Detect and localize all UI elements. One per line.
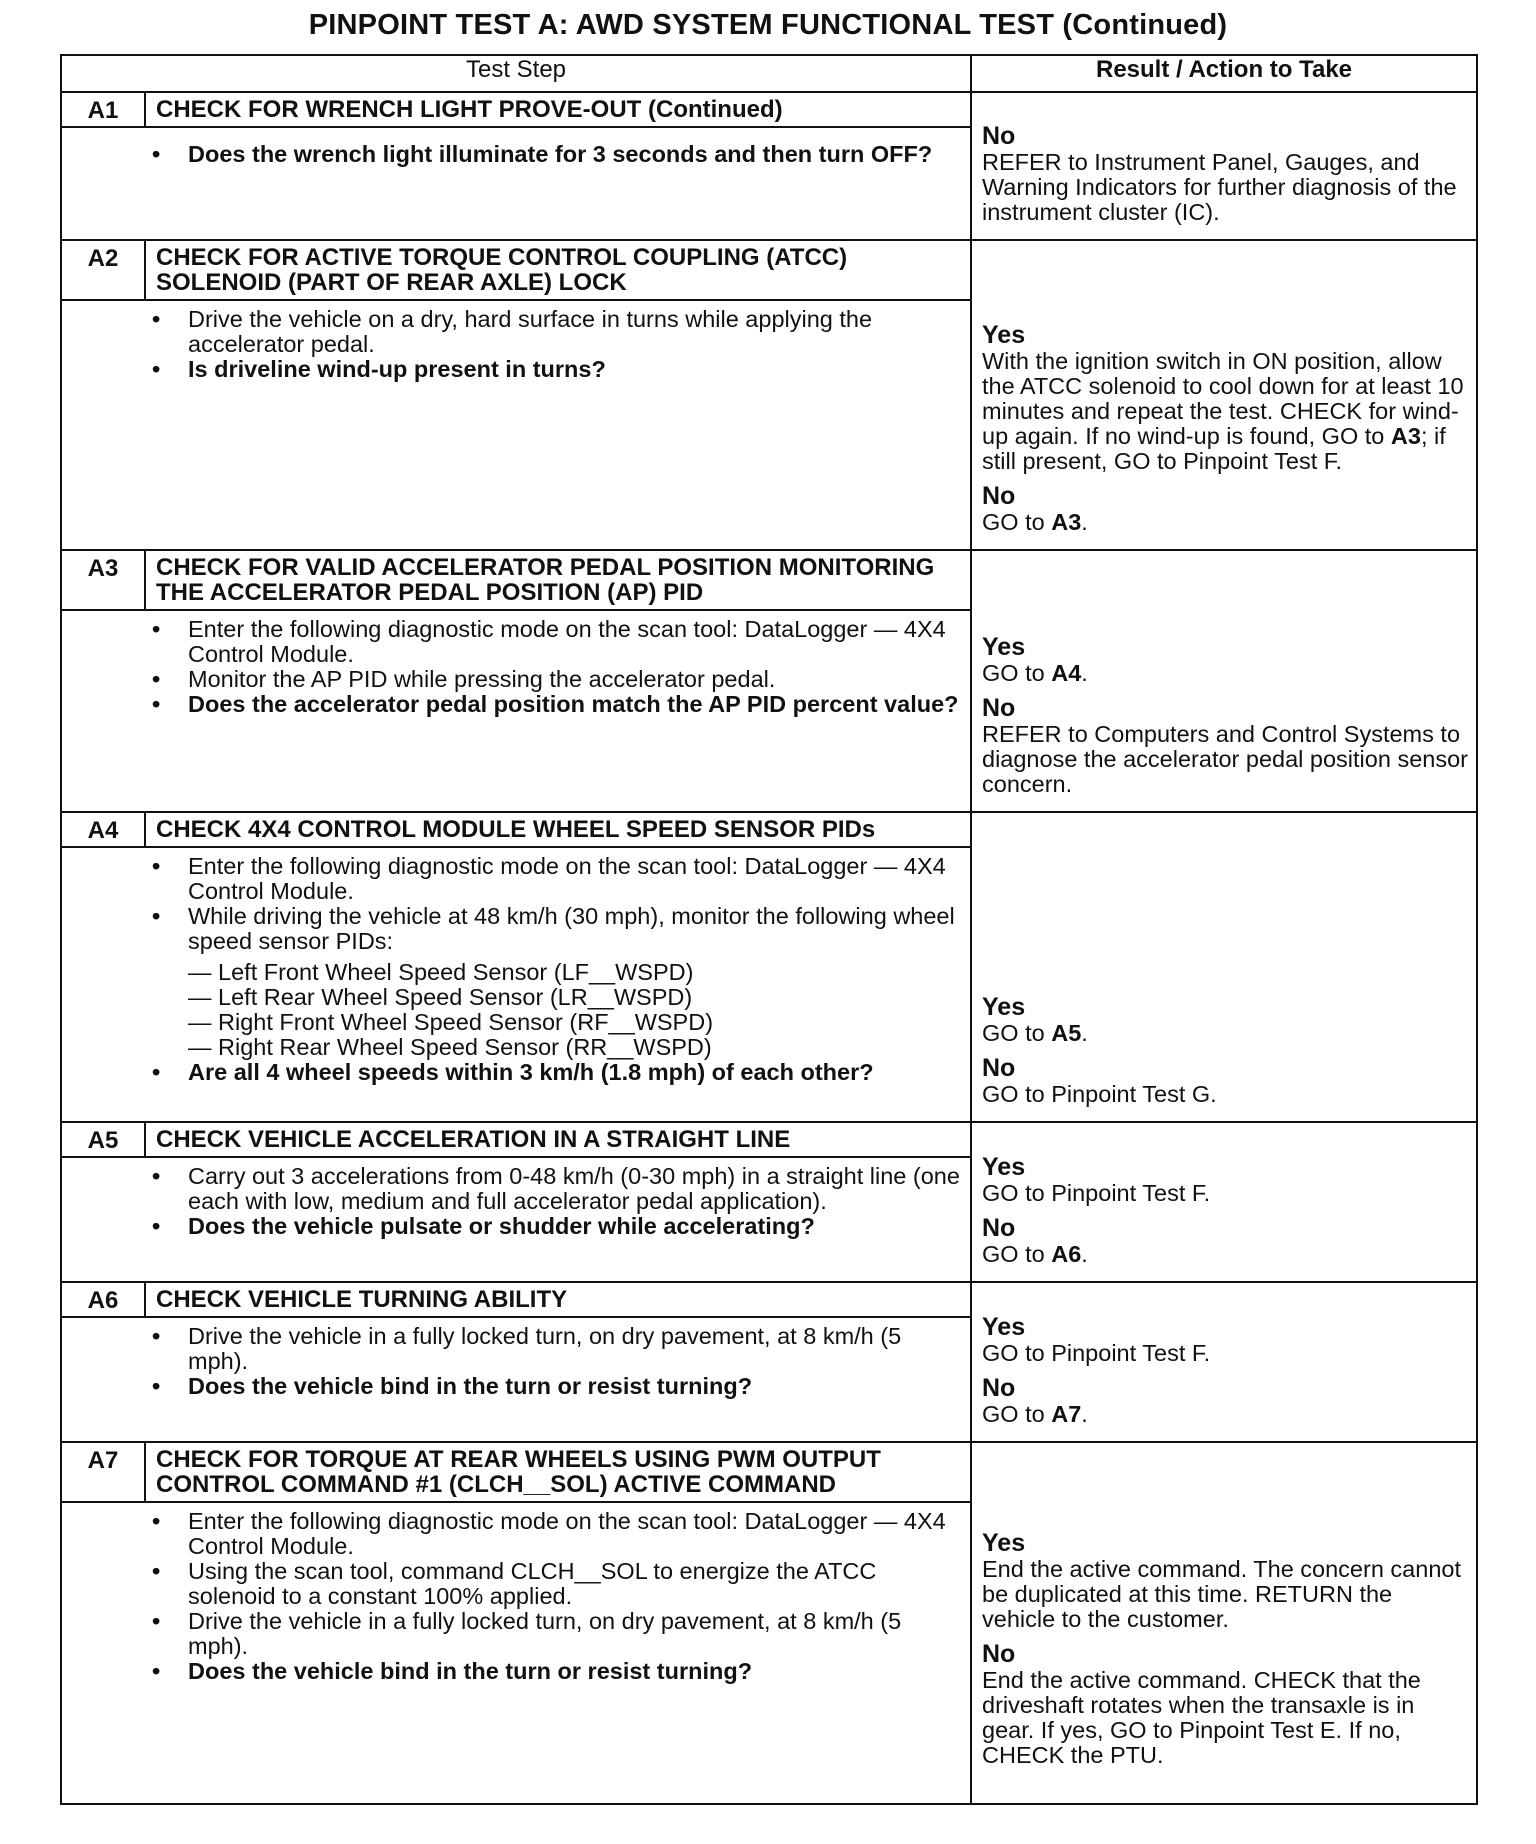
step-cell — [61, 240, 971, 550]
step-bullet: • Drive the vehicle in a fully locked turn, on dry pavement, at 8 km/h (5 mph). — [152, 1609, 960, 1659]
step-bullet: • While driving the vehicle at 48 km/h (30 mph), monitor the following wheel speed sensor PIDs: — Left Front Wheel Speed Sensor (LF__WSPD) — Left Rear Wheel Speed Sensor (LR__WSPD) — Right Front Wheel Speed Sensor (RF__WSPD) — Right Rear Wheel Speed Sensor (RR__WSPD) — [152, 904, 960, 1060]
step-bullet: • Using the scan tool, command CLCH__SOL to energize the ATCC solenoid to a constant 100% applied. — [152, 1559, 960, 1609]
result-text: End the active command. The concern cannot be duplicated at this time. RETURN the vehicle to the customer. — [982, 1556, 1461, 1632]
result-cell — [971, 240, 1477, 550]
step-title: CHECK FOR ACTIVE TORQUE CONTROL COUPLING (ATCC) SOLENOID (PART OF REAR AXLE) LOCK — [156, 244, 848, 296]
step-ref: A3 — [1390, 423, 1421, 449]
header-test-step: Test Step — [61, 55, 971, 92]
result-cell — [971, 92, 1477, 240]
table-row — [61, 92, 1477, 240]
result-text: With the ignition switch in ON position, allow the ATCC solenoid to cool down for at least 10 minutes and repeat the test. CHECK for wind-up again. If no wind-up is found, GO to A3; if still present, GO to Pinpoint Test F. — [982, 348, 1464, 474]
step-bullet: • Does the vehicle bind in the turn or resist turning? — [152, 1374, 960, 1399]
step-bullet: • Does the vehicle pulsate or shudder while accelerating? — [152, 1214, 960, 1239]
step-bullet: • Drive the vehicle in a fully locked turn, on dry pavement, at 8 km/h (5 mph). — [152, 1324, 960, 1374]
step-bullet: • Carry out 3 accelerations from 0-48 km/h (0-30 mph) in a straight line (one each with low, medium and full accelerator pedal application). — [152, 1164, 960, 1214]
step-title: CHECK 4X4 CONTROL MODULE WHEEL SPEED SENSOR PIDs — [156, 816, 876, 843]
step-cell — [61, 1122, 971, 1282]
step-bullet: • Is driveline wind-up present in turns? — [152, 357, 960, 382]
step-bullet: • Does the vehicle bind in the turn or resist turning? — [152, 1659, 960, 1684]
step-id: A7 — [62, 1443, 146, 1501]
result-text: REFER to Instrument Panel, Gauges, and Warning Indicators for further diagnosis of the instrument cluster (IC). — [982, 149, 1457, 225]
sensor-item: — Right Rear Wheel Speed Sensor (RR__WSPD) — [188, 1034, 712, 1060]
result-text: GO to Pinpoint Test F. — [982, 1340, 1211, 1366]
result-text: GO to A3. — [982, 509, 1088, 535]
result-label: No — [982, 1640, 1016, 1668]
result-label: No — [982, 1054, 1016, 1082]
result-text: REFER to Computers and Control Systems to diagnose the accelerator pedal position sensor concern. — [982, 721, 1468, 797]
result-text: GO to A4. — [982, 660, 1088, 686]
table-row — [61, 1122, 1477, 1282]
step-bullet: • Enter the following diagnostic mode on the scan tool: DataLogger — 4X4 Control Module. — [152, 1509, 960, 1559]
result-label: Yes — [982, 1153, 1026, 1181]
header-result: Result / Action to Take — [971, 55, 1477, 92]
pinpoint-test-table — [60, 54, 1478, 1805]
step-title: CHECK FOR VALID ACCELERATOR PEDAL POSITION MONITORING THE ACCELERATOR PEDAL POSITION (AP) PID — [156, 554, 935, 606]
result-cell — [971, 812, 1477, 1122]
step-id: A5 — [62, 1123, 146, 1156]
table-header-row — [61, 55, 1477, 92]
step-bullet: • Monitor the AP PID while pressing the accelerator pedal. — [152, 667, 960, 692]
step-ref: A7 — [1051, 1401, 1082, 1427]
step-cell — [61, 812, 971, 1122]
table-row — [61, 240, 1477, 550]
result-label: No — [982, 1214, 1016, 1242]
step-bullet: • Are all 4 wheel speeds within 3 km/h (1.8 mph) of each other? — [152, 1060, 960, 1085]
step-cell — [61, 1442, 971, 1804]
step-title: CHECK VEHICLE ACCELERATION IN A STRAIGHT LINE — [156, 1126, 791, 1153]
result-label: No — [982, 694, 1016, 722]
result-cell — [971, 1122, 1477, 1282]
result-text: GO to Pinpoint Test F. — [982, 1180, 1211, 1206]
step-ref: A3 — [1051, 509, 1082, 535]
table-row — [61, 1442, 1477, 1804]
step-bullet: • Does the accelerator pedal position match the AP PID percent value? — [152, 692, 960, 717]
step-id: A1 — [62, 93, 146, 126]
step-cell — [61, 92, 971, 240]
step-bullet: • Enter the following diagnostic mode on the scan tool: DataLogger — 4X4 Control Module. — [152, 854, 960, 904]
step-ref: A6 — [1051, 1241, 1082, 1267]
step-bullet: • Does the wrench light illuminate for 3 seconds and then turn OFF? — [152, 142, 960, 167]
step-cell — [61, 550, 971, 812]
result-label: Yes — [982, 321, 1026, 349]
sensor-item: — Left Rear Wheel Speed Sensor (LR__WSPD) — [188, 984, 693, 1010]
sensor-sublist — [188, 960, 960, 1060]
result-cell — [971, 1282, 1477, 1442]
step-cell — [61, 1282, 971, 1442]
step-id: A3 — [62, 551, 146, 609]
result-text: GO to A5. — [982, 1020, 1088, 1046]
result-label: Yes — [982, 1313, 1026, 1341]
step-id: A4 — [62, 813, 146, 846]
result-text: GO to A7. — [982, 1401, 1088, 1427]
step-ref: A4 — [1051, 660, 1082, 686]
result-cell — [971, 550, 1477, 812]
step-title: CHECK FOR WRENCH LIGHT PROVE-OUT (Continued) — [156, 96, 783, 123]
sensor-item: — Right Front Wheel Speed Sensor (RF__WSPD) — [188, 1009, 714, 1035]
step-id: A6 — [62, 1283, 146, 1316]
result-label: Yes — [982, 993, 1026, 1021]
step-ref: A5 — [1051, 1020, 1082, 1046]
step-title: CHECK FOR TORQUE AT REAR WHEELS USING PWM OUTPUT CONTROL COMMAND #1 (CLCH__SOL) ACTIVE COMMAND — [156, 1446, 881, 1498]
result-cell — [971, 1442, 1477, 1804]
table-row — [61, 550, 1477, 812]
result-text: GO to A6. — [982, 1241, 1088, 1267]
step-id: A2 — [62, 241, 146, 299]
result-label: Yes — [982, 1529, 1026, 1557]
step-bullet: • Drive the vehicle on a dry, hard surface in turns while applying the accelerator pedal. — [152, 307, 960, 357]
step-title: CHECK VEHICLE TURNING ABILITY — [156, 1286, 568, 1313]
table-row — [61, 812, 1477, 1122]
result-text: GO to Pinpoint Test G. — [982, 1081, 1217, 1107]
page-title: PINPOINT TEST A: AWD SYSTEM FUNCTIONAL TEST (Continued) — [308, 9, 1228, 41]
table-row — [61, 1282, 1477, 1442]
step-bullet: • Enter the following diagnostic mode on the scan tool: DataLogger — 4X4 Control Module. — [152, 617, 960, 667]
result-label: No — [982, 1374, 1016, 1402]
result-text: End the active command. CHECK that the driveshaft rotates when the transaxle is in gear. If yes, GO to Pinpoint Test E. If no, CHECK the PTU. — [982, 1667, 1421, 1768]
result-label: Yes — [982, 633, 1026, 661]
result-label: No — [982, 482, 1016, 510]
result-label: No — [982, 122, 1016, 150]
sensor-item: — Left Front Wheel Speed Sensor (LF__WSPD) — [188, 959, 694, 985]
